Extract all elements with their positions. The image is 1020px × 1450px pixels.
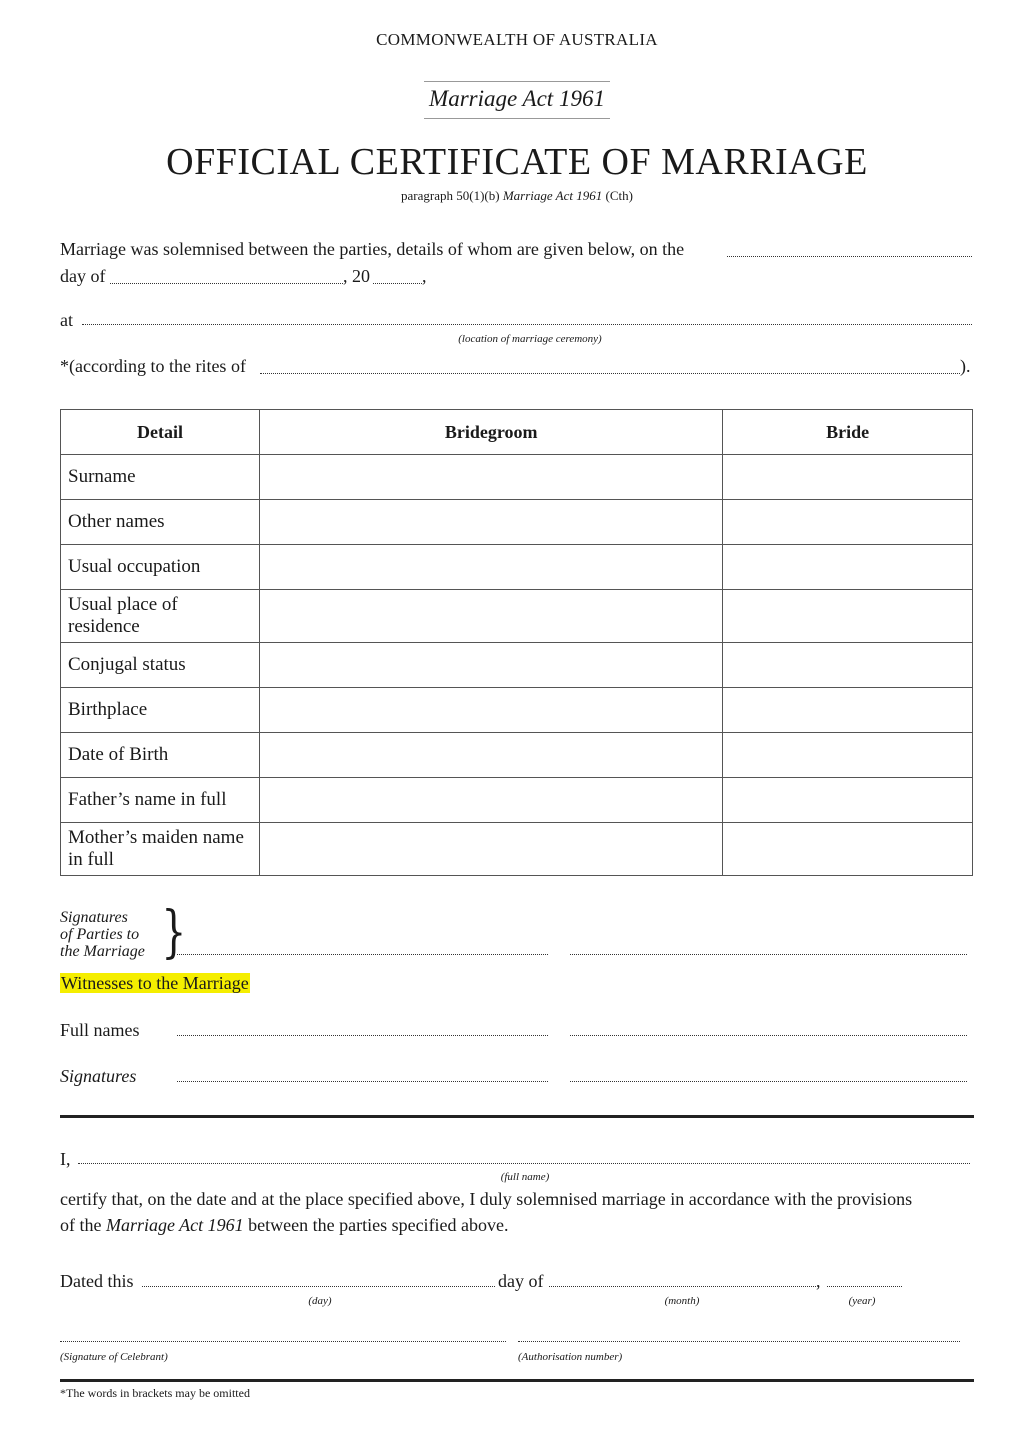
bride-conjugal-status-cell[interactable] [723,643,973,688]
year-field[interactable] [373,283,422,284]
witness-signatures-label: Signatures [60,1066,137,1086]
full-names-label: Full names [60,1020,140,1040]
act-title-top-rule [424,81,610,82]
bridegroom-occupation-cell[interactable] [260,545,723,590]
row-label-date-of-birth: Date of Birth [61,733,260,778]
row-label-surname: Surname [61,455,260,500]
location-caption: (location of marriage ceremony) [458,333,602,345]
table-row [61,823,973,876]
bride-residence-cell[interactable] [723,590,973,643]
bride-father-name-cell[interactable] [723,778,973,823]
day-of-label: day of [60,266,106,286]
row-label-father-name: Father’s name in full [61,778,260,823]
brace-icon: } [161,900,187,965]
dated-this-label: Dated this [60,1271,134,1291]
bride-mother-name-cell[interactable] [723,823,973,876]
dated-day-of-label: day of [498,1271,544,1291]
bride-birthplace-cell[interactable] [723,688,973,733]
witnesses-heading [60,973,250,994]
section-divider [60,1115,974,1118]
month-field[interactable] [110,283,343,284]
parties-label-line-3: the Marriage [60,943,145,960]
authorisation-caption: (Authorisation number) [518,1351,623,1363]
month-caption: (month) [664,1295,700,1307]
act-title-bottom-rule [424,118,610,119]
table-row [61,590,973,643]
witness-1-name-field[interactable] [177,1035,548,1036]
certify-line-1: certify that, on the date and at the place specified above, I duly solemnised marriage in accordance with the provisions [60,1189,913,1209]
row-label-occupation: Usual occupation [61,545,260,590]
dated-month-field[interactable] [549,1286,816,1287]
location-field[interactable] [82,324,972,325]
row-label-birthplace: Birthplace [61,688,260,733]
witness-2-signature-field[interactable] [570,1081,967,1082]
table-row [61,643,973,688]
bridegroom-signature-field[interactable] [177,954,548,955]
certify-line-2-act: Marriage Act 1961 [105,1215,244,1235]
dated-year-field[interactable] [827,1286,902,1287]
table-row [61,455,973,500]
certify-line-2 [60,1215,509,1236]
detail-header: Detail [61,410,260,455]
bride-occupation-cell[interactable] [723,545,973,590]
year-prefix: , 20 [343,266,370,286]
certify-line-2-prefix: of the [60,1215,102,1235]
row-label-conjugal-status: Conjugal status [61,643,260,688]
bridegroom-father-name-cell[interactable] [260,778,723,823]
year-comma: , [422,266,427,286]
certificate-title: OFFICIAL CERTIFICATE OF MARRIAGE [166,141,868,183]
bride-other-names-cell[interactable] [723,500,973,545]
witness-1-signature-field[interactable] [177,1081,548,1082]
paragraph-ref-act: Marriage Act 1961 [502,188,603,203]
bride-header: Bride [723,410,973,455]
footer-divider [60,1379,974,1382]
rites-close: ). [960,356,971,376]
table-row [61,778,973,823]
full-name-caption: (full name) [500,1171,550,1183]
celebrant-signature-field[interactable] [60,1341,506,1342]
row-label-residence: Usual place of residence [61,590,260,643]
dated-day-field[interactable] [142,1286,495,1287]
authorisation-number-field[interactable] [518,1341,960,1342]
date-day-field[interactable] [727,256,972,257]
bridegroom-other-names-cell[interactable] [260,500,723,545]
bridegroom-surname-cell[interactable] [260,455,723,500]
dated-comma: , [816,1271,821,1291]
rites-label: *(according to the rites of [60,356,246,376]
paragraph-reference [0,188,1020,204]
parties-label-line-2: of Parties to [60,926,140,943]
bridegroom-residence-cell[interactable] [260,590,723,643]
bridegroom-mother-name-cell[interactable] [260,823,723,876]
witnesses-heading-text: Witnesses to the Marriage [61,973,249,993]
bridegroom-conjugal-status-cell[interactable] [260,643,723,688]
bridegroom-date-of-birth-cell[interactable] [260,733,723,778]
act-title: Marriage Act 1961 [429,86,605,111]
bridegroom-header: Bridegroom [260,410,723,455]
year-caption: (year) [848,1295,876,1307]
parties-signatures-label [60,909,145,960]
table-row [61,733,973,778]
bride-surname-cell[interactable] [723,455,973,500]
table-row [61,545,973,590]
table-row [61,500,973,545]
commonwealth-heading: COMMONWEALTH OF AUSTRALIA [376,30,658,49]
parties-label-line-1: Signatures [60,909,128,926]
paragraph-ref-prefix: paragraph 50(1)(b) [401,188,500,203]
signature-caption: (Signature of Celebrant) [60,1351,168,1363]
celebrant-name-field[interactable] [78,1163,970,1164]
details-table [60,409,973,876]
solemnised-text: Marriage was solemnised between the parties, details of whom are given below, on the [60,239,685,259]
bride-signature-field[interactable] [570,954,967,955]
day-caption: (day) [308,1295,332,1307]
rites-field[interactable] [260,373,960,374]
row-label-mother-name: Mother’s maiden name in full [61,823,260,876]
bride-date-of-birth-cell[interactable] [723,733,973,778]
bridegroom-birthplace-cell[interactable] [260,688,723,733]
table-row [61,688,973,733]
row-label-other-names: Other names [61,500,260,545]
footnote: *The words in brackets may be omitted [60,1386,250,1400]
table-header-row [61,410,973,455]
at-label: at [60,310,73,330]
certify-line-2-suffix: between the parties specified above. [248,1215,509,1235]
celebrant-i-label: I, [60,1149,71,1169]
paragraph-ref-suffix: (Cth) [605,188,633,203]
witness-2-name-field[interactable] [570,1035,967,1036]
